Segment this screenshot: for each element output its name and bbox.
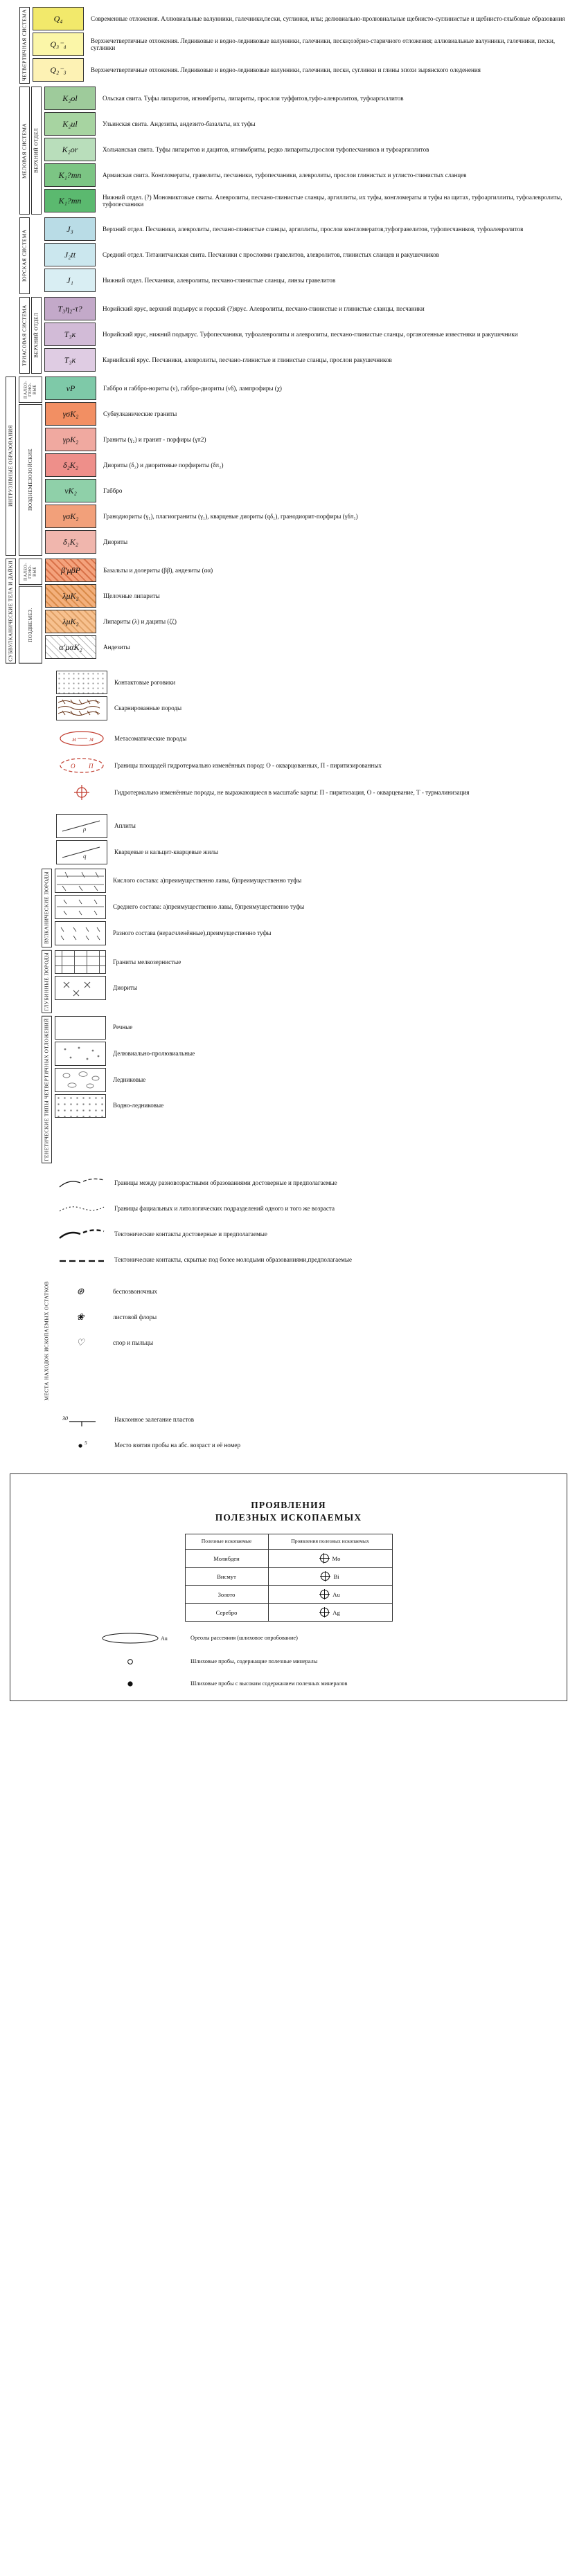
legend-desc: Разного состава (нерасчленённые),преимущественно туфы — [113, 929, 272, 937]
group-subvolcanic — [0, 559, 577, 664]
legend-row — [55, 1016, 577, 1040]
minerals-title-line1: ПРОЯВЛЕНИЯ — [251, 1500, 326, 1511]
legend-row — [55, 1068, 577, 1092]
mineral-name: Молибден — [185, 1550, 268, 1568]
legend-desc: Границы между разновозрастными образованиями достоверные и предполагаемые — [114, 1179, 337, 1187]
group-triassic — [0, 297, 577, 374]
legend-desc: Водно-ледниковые — [113, 1102, 164, 1109]
legend-row — [56, 1197, 577, 1220]
legend-desc: Верхний отдел. Песчаники, алевролиты, песчано-глинистые сланцы, аргиллиты, прослои конгломератов,туфогравелитов, туфопесчаников, туфоалевролитов — [103, 225, 524, 233]
footnote-row — [87, 1655, 567, 1669]
skarn-icon — [57, 697, 107, 720]
occurrence-icon — [320, 1608, 329, 1617]
legend-desc: Нижний отдел. (?) Мономиктовые свиты. Алевролиты, песчано-глинистые сланцы, аргиллиты, их туфы, конгломераты и туфы на щитах, туфоаргиллиты, туфоалевролиты, туфопесчаники — [103, 193, 562, 208]
group-quaternary — [0, 7, 577, 84]
bedding-strike-dip-icon — [56, 1408, 107, 1431]
legend-desc: Диориты — [113, 984, 138, 992]
aplite-vein-swatch — [56, 814, 107, 838]
legend-row — [45, 479, 577, 502]
color-swatch: γσK₂ — [45, 402, 96, 426]
legend-row — [56, 754, 577, 777]
legend-row — [44, 348, 577, 372]
color-swatch: T₃к — [44, 323, 96, 346]
table-row — [185, 1550, 392, 1568]
halo-label: Au — [161, 1635, 168, 1642]
group-plutonic-rocks — [0, 950, 577, 1013]
footnote-text: Шлиховые пробы, содержащие полезные минералы — [190, 1658, 318, 1665]
legend-desc: Андезиты — [103, 643, 130, 651]
legend-row — [44, 323, 577, 346]
legend-desc: спор и пыльцы — [113, 1339, 154, 1347]
group-volcanic-rocks — [0, 869, 577, 947]
legend-row — [55, 1331, 577, 1354]
footnote-row — [87, 1630, 567, 1647]
minerals-title — [10, 1499, 567, 1524]
color-swatch: γρK₂ — [45, 428, 96, 451]
legend-row — [44, 297, 577, 320]
hydrothermal-point-icon — [56, 781, 107, 804]
rail-jurassic: ЮРСКАЯ СИСТЕМА — [19, 217, 30, 294]
col-header-mineral: Полезные ископаемые — [185, 1534, 268, 1550]
legend-desc: Наклонное залегание пластов — [114, 1415, 195, 1423]
legend-desc: Контактовые роговики — [114, 678, 176, 686]
legend-desc: Метасоматические породы — [114, 734, 187, 742]
legend-desc: Речные — [113, 1024, 133, 1031]
minerals-panel — [10, 1473, 567, 1701]
hornfels-pattern-swatch — [56, 671, 107, 694]
facies-boundary-icon — [56, 1197, 107, 1220]
rail-quaternary: ЧЕТВЕРТИЧНАЯ СИСТЕМА — [19, 7, 30, 84]
legend-desc: Габбро — [103, 487, 123, 494]
color-swatch: γσK₂ — [45, 505, 96, 528]
color-swatch: δ₁K₂ — [45, 530, 96, 554]
buried-tectonic-contact-icon — [56, 1248, 107, 1271]
color-swatch-diagonal: β′μβP — [45, 559, 96, 582]
spore-pollen-icon: ♡ — [76, 1337, 85, 1348]
legend-desc: Современные отложения. Аллювиальные валунники, галечники,пески, суглинки, илы; делювиально-пролювиальные щебнисто-суглинистые и щебнисто-глыбовые образования — [91, 15, 565, 22]
rail-cretaceous: МЕЛОВАЯ СИСТЕМА — [19, 87, 30, 215]
legend-row — [45, 505, 577, 528]
group-jurassic — [0, 217, 577, 294]
legend-row — [45, 530, 577, 554]
legend-desc: Делювиально-пролювиальные — [113, 1049, 195, 1057]
legend-desc: Верхнечетвертичные отложения. Ледниковые и водно-ледниковые валунники, галечники, пески;озёрно-старичного отложения; аллювиальные валунники, галечники, пески, суглинки — [91, 37, 556, 51]
legend-desc: Гранодиориты (γ₁), плагиограниты (γ₁), кварцевые диориты (qδ₁), гранодиорит-порфиры (γδπ₁) — [103, 512, 358, 520]
color-swatch: K₁?mn — [44, 163, 96, 187]
rail-triassic-upper: ВЕРХНИЙ ОТДЕЛ — [31, 297, 42, 374]
color-swatch: νP — [45, 377, 96, 400]
occurrence-icon — [321, 1572, 330, 1581]
rail-late-mesozoic: ПОЗДНЕМЕЗОЗОЙСКИЕ — [19, 404, 42, 556]
svg-text:ρ: ρ — [83, 825, 87, 833]
color-swatch: δ₂K₂ — [45, 453, 96, 477]
mineral-symbol: Bi — [333, 1572, 339, 1580]
legend-desc: листовой флоры — [113, 1314, 157, 1321]
svg-text:П: П — [89, 762, 94, 770]
fluvial-swatch — [55, 1016, 106, 1040]
legend-desc: Средний отдел. Титанитчанская свита. Песчаники с прослоями гравелитов, алевролитов, глинистых сланцев и ракушечников — [103, 251, 439, 258]
legend-desc: Карнийский ярус. Песчаники, алевролиты, песчано-глинистые и глинистые сланцы, прослои ракушечников — [103, 356, 392, 363]
mineral-symbol: Ag — [332, 1608, 340, 1616]
mineral-name: Золото — [185, 1586, 268, 1604]
legend-desc: Нижний отдел. Песчаники, алевролиты, песчано-глинистые сланцы, линзы гравелитов — [103, 276, 336, 284]
legend-row — [55, 1305, 577, 1329]
legend-desc: Липариты (λ) и дациты (ζζ) — [103, 617, 177, 625]
group-intrusive — [0, 377, 577, 556]
legend-desc: Норийский ярус, нижний подъярус. Туфопесчаники, туфоалевролиты и алевролиты, песчано-глинистые сланцы, органогенные известняки и ракушечники — [103, 330, 518, 338]
legend-desc: Тектонические контакты достоверные и предполагаемые — [114, 1231, 267, 1238]
legend-row — [56, 1248, 577, 1271]
legend-desc: Ледниковые — [113, 1076, 146, 1083]
minerals-table — [185, 1534, 393, 1622]
legend-row — [56, 1433, 577, 1457]
legend-desc: Армаиская свита. Конгломераты, гравелиты, песчаники, туфопесчаники, алевролиты, прослои глинистых и углисто-глинистых сланцев — [103, 171, 467, 179]
legend-row — [45, 610, 577, 633]
age-boundary-icon — [56, 1171, 107, 1195]
rich-panning-sample-icon — [87, 1677, 190, 1691]
occurrence-icon — [320, 1590, 329, 1599]
footnote-text: Ореолы рассеяния (шлиховое опробование) — [190, 1635, 298, 1642]
color-swatch: K₂ul — [44, 112, 96, 136]
mineral-name: Висмут — [185, 1568, 268, 1586]
legend-row — [55, 976, 577, 1000]
color-swatch: J₂tt — [44, 243, 96, 266]
legend-desc: Верхнечетвертичные отложения. Ледниковые и водно-ледниковые валунники, галечники, пески, суглинки и глины эпохи зырянского оледенения — [91, 66, 481, 73]
legend-desc: Скарнированные породы — [114, 705, 182, 712]
legend-desc: Диориты (δ₂) и диоритовые порфириты (δπ₂) — [103, 461, 224, 469]
legend-row — [45, 559, 577, 582]
mineral-symbol: Mo — [332, 1554, 341, 1562]
skarn-pattern-swatch — [56, 696, 107, 720]
color-swatch: K₁?mn — [44, 189, 96, 212]
legend-desc: Гидротермально изменённые породы, не выражающиеся в масштабе карты: П - пиритизация, О - окварцевание, Т - турмалинизация — [114, 788, 470, 796]
group-cretaceous — [0, 87, 577, 215]
legend-desc: Щелочные липариты — [103, 592, 160, 599]
color-swatch: J₃ — [44, 217, 96, 241]
legend-row — [55, 895, 577, 919]
color-swatch: Q₂⁻₃ — [33, 58, 84, 82]
group-genetic-quaternary — [0, 1016, 577, 1163]
rail-plutonic-rocks: ГЛУБИННЫЕ ПОРОДЫ — [42, 950, 52, 1013]
legend-desc: Диориты — [103, 538, 128, 545]
svg-text:О: О — [71, 762, 76, 770]
legend-row — [45, 635, 577, 659]
rail-triassic: ТРИАСОВАЯ СИСТЕМА — [19, 297, 30, 374]
color-swatch: K₂ol — [44, 87, 96, 110]
legend-desc: Граниты мелкозернистые — [113, 958, 181, 965]
legend-row — [55, 1042, 577, 1066]
legend-row — [45, 402, 577, 426]
mineral-symbol-cell — [268, 1586, 392, 1604]
legend-row — [56, 781, 577, 804]
legend-desc: Хольчанская свита. Туфы липаритов и дацитов, игнимбриты, редко липариты,прослои туфопесчаников и туфоаргиллитов — [103, 145, 429, 153]
legend-row — [44, 138, 577, 161]
color-swatch: Q₄ — [33, 7, 84, 30]
quartz-vein-swatch — [56, 840, 107, 864]
legend-desc: Аплиты — [114, 822, 136, 830]
col-header-occurrence: Проявления полезных ископаемых — [268, 1534, 392, 1550]
legend-desc: Граниты (γ₂) и гранит - порфиры (γπ2) — [103, 435, 206, 443]
legend-desc: Границы площадей гидротермально изменённых пород: О - окварцованных, П - пиритизированных — [114, 761, 382, 769]
legend-row — [55, 869, 577, 893]
legend-row — [44, 163, 577, 187]
legend-row — [44, 112, 577, 136]
legend-row — [56, 814, 577, 838]
legend-desc: Кварцевые и кальцит-кварцевые жилы — [114, 849, 218, 856]
legend-row — [55, 1280, 577, 1303]
mineral-symbol-cell — [268, 1568, 392, 1586]
minerals-title-line2: ПОЛЕЗНЫХ ИСКОПАЕМЫХ — [215, 1512, 362, 1523]
table-header-row — [185, 1534, 392, 1550]
legend-row — [56, 1171, 577, 1195]
rail-paleogene: ПАЛЕО-ГЕНО-ВЫЕ — [19, 377, 42, 403]
group-fossil-finds — [0, 1280, 577, 1402]
legend-desc: Кислого состава: а)преимущественно лавы, б)преимущественно туфы — [113, 877, 302, 885]
legend-row — [56, 840, 577, 864]
leaf-flora-icon: ❀ — [76, 1312, 85, 1323]
legend-desc: Место взятия пробы на абс. возраст и её номер — [114, 1441, 240, 1449]
legend-desc: Ольская свита. Туфы липаритов, игнимбриты, липариты, прослои туффитов,туфо-алевролитов, туфоаргиллитов — [103, 94, 404, 102]
diorite-swatch — [55, 976, 106, 1000]
table-row — [185, 1568, 392, 1586]
legend-row — [45, 453, 577, 477]
color-swatch: J₁ — [44, 269, 96, 292]
dispersion-halo-icon — [87, 1630, 190, 1647]
age-sample-site-icon — [56, 1433, 107, 1457]
color-swatch: T₃к — [44, 348, 96, 372]
legend-row — [45, 584, 577, 608]
deluvial-swatch — [55, 1042, 106, 1066]
rail-paleogene-2: ПАЛЕО-ГЕНО-ВЫЕ — [19, 559, 42, 585]
legend-desc: Границы фациальных и литологических подразделений одного и того же возраста — [114, 1205, 335, 1213]
color-swatch-diagonal: λμK₂ — [45, 610, 96, 633]
color-swatch-diagonal: α′μαK₂ — [45, 635, 96, 659]
legend-desc: Базальты и долериты (ββ), андезиты (αα) — [103, 566, 213, 574]
legend-row — [33, 58, 577, 82]
legend-row — [44, 243, 577, 266]
legend-row — [45, 377, 577, 400]
legend-desc: Габбро и габбро-нориты (ν), габбро-диориты (νδ), лампрофиры (χ) — [103, 384, 282, 392]
acid-volcanic-swatch — [55, 869, 106, 893]
glacial-swatch — [55, 1068, 106, 1092]
metasomatic-icon — [56, 727, 107, 750]
color-swatch: K₂or — [44, 138, 96, 161]
invertebrate-fossil-icon: ⊛ — [76, 1286, 85, 1297]
legend-desc: Субвулканические граниты — [103, 410, 177, 417]
svg-text:5: 5 — [85, 1440, 87, 1446]
panning-sample-icon — [87, 1655, 190, 1669]
legend-row — [44, 217, 577, 241]
legend-row — [55, 950, 577, 974]
svg-text:q: q — [83, 852, 87, 860]
mixed-volcanic-swatch — [55, 921, 106, 945]
color-swatch: Q₃⁻₄ — [33, 33, 84, 56]
legend-row — [55, 921, 577, 945]
fluvioglacial-swatch — [55, 1094, 106, 1118]
mineral-name: Серебро — [185, 1604, 268, 1622]
footnote-row — [87, 1677, 567, 1691]
legend-row — [33, 7, 577, 30]
tectonic-contact-icon — [56, 1222, 107, 1246]
legend-row — [56, 671, 577, 694]
legend-row — [45, 428, 577, 451]
rail-volcanic-rocks: ВУЛКАНИЧЕСКИЕ ПОРОДЫ — [42, 869, 52, 947]
legend-desc: Норийский ярус, верхний подъярус и горский (?)ярус. Алевролиты, песчано-глинистые и глинистые сланцы, песчаники — [103, 305, 425, 312]
legend-row — [44, 189, 577, 212]
legend-desc: Ульинская свита. Андезиты, андезито-базальты, их туфы — [103, 120, 256, 127]
mineral-symbol: Au — [332, 1590, 340, 1598]
legend-row — [56, 1408, 577, 1431]
legend-desc: Тектонические контакты, скрытые под более молодыми образованиями,предполагаемые — [114, 1256, 353, 1264]
color-swatch-diagonal: λμK₂ — [45, 584, 96, 608]
svg-text:м: м — [72, 735, 76, 743]
svg-text:м: м — [89, 735, 94, 743]
mineral-symbol-cell — [268, 1550, 392, 1568]
legend-row — [44, 87, 577, 110]
hydrothermal-area-icon — [56, 754, 107, 777]
rail-fossil-finds: МЕСТА НАХОДОК ИСКОПАЕМЫХ ОСТАТКОВ — [43, 1281, 50, 1402]
rail-late-mesozoic-2: ПОЗДНЕМЕЗ. — [19, 586, 42, 664]
rail-subvolcanic: СУБВУЛКАНИЧЕСКИЕ ТЕЛА И ДАЙКИ — [6, 559, 16, 664]
svg-text:30: 30 — [62, 1415, 68, 1422]
fine-granite-swatch — [55, 950, 106, 974]
legend-row — [56, 727, 577, 750]
rail-intrusive: ИНТРУЗИВНЫЕ ОБРАЗОВАНИЯ — [6, 377, 16, 556]
legend-row — [56, 1222, 577, 1246]
legend-row — [33, 33, 577, 56]
legend-row — [56, 696, 577, 720]
legend-row — [55, 1094, 577, 1118]
color-swatch: T₃η₂-τ? — [44, 297, 96, 320]
mid-volcanic-swatch — [55, 895, 106, 919]
occurrence-icon — [320, 1554, 329, 1563]
mineral-symbol-cell — [268, 1604, 392, 1622]
color-swatch: νK₂ — [45, 479, 96, 502]
legend-row — [44, 269, 577, 292]
legend-desc: беспозвоночных — [113, 1288, 157, 1296]
rail-genetic-quaternary: ГЕНЕТИЧЕСКИЕ ТИПЫ ЧЕТВЕРТИЧНЫХ ОТЛОЖЕНИЙ — [42, 1016, 52, 1163]
footnote-text: Шлиховые пробы с высоким содержанием полезных минералов — [190, 1680, 348, 1687]
rail-cretaceous-upper: ВЕРХНИЙ ОТДЕЛ — [31, 87, 42, 215]
table-row — [185, 1586, 392, 1604]
legend-desc: Среднего состава: а)преимущественно лавы, б)преимущественно туфы — [113, 903, 305, 911]
table-row — [185, 1604, 392, 1622]
